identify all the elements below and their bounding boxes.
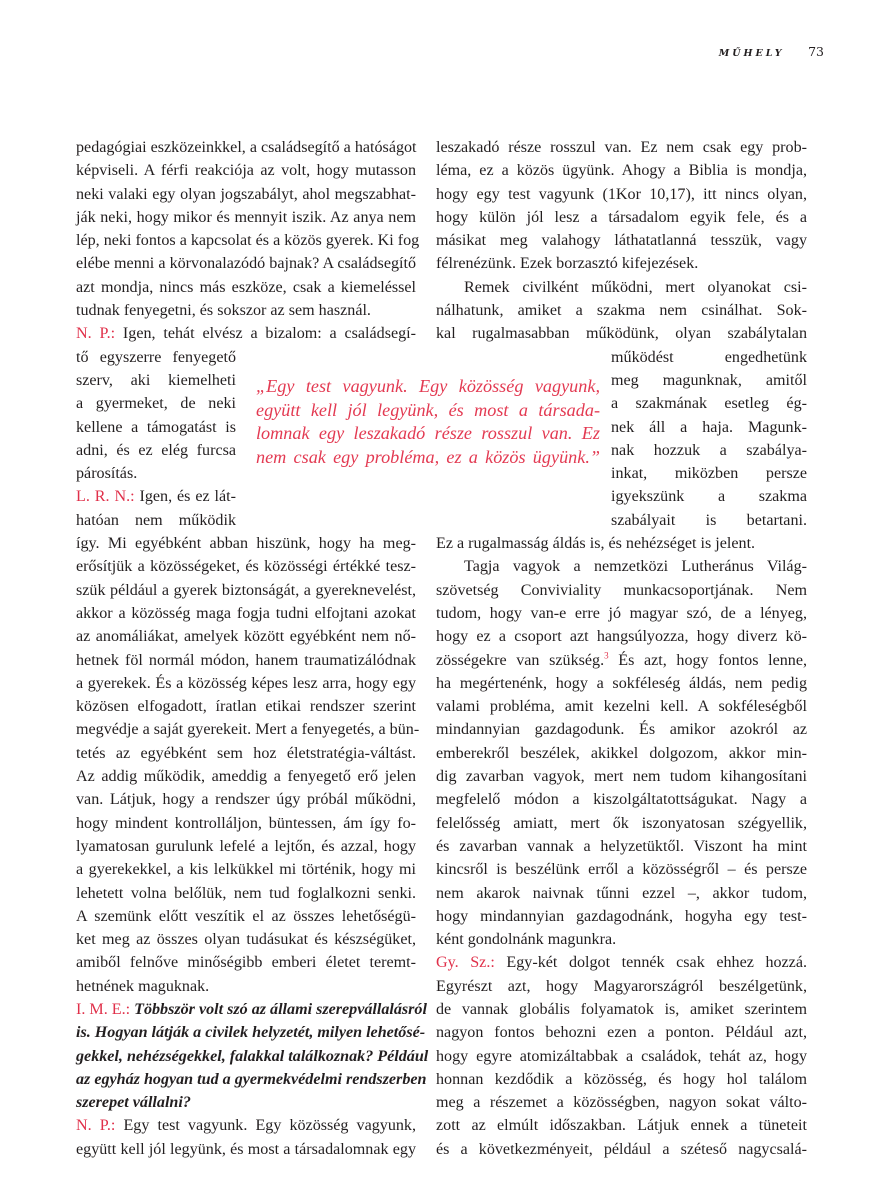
question-text: gekkel, nehézségekkel, falakkal találkoznak? Például [76,1047,429,1065]
text-run: Igen, tehát elvész a bizalom: a családsegí- [115,325,416,343]
text-line: ják neki, hogy mikor és mennyit iszik. Az anya nem [76,208,416,226]
text-line: lyamatosan gurulunk lefelé a lejtőn, és azzal, hogy [76,837,416,855]
text-line: Az addig működik, ameddig a fenyegető erő jelen [76,768,416,786]
text-line: kincsről is beszélünk erről a közösségről – és persze [436,861,807,879]
text-line: hogy egy test vagyunk (1Kor 10,17), itt nincs olyan, [436,185,807,203]
text-line: a gyerekekkel, a kis lelkükkel mi történik, hogy mi [76,861,416,879]
text-line: Ez a rugalmasság áldás is, és nehézséget is jelent. [436,535,756,553]
text-line: léma, ez a közös ügyünk. Ahogy a Biblia is mondja, [436,162,807,180]
text-line: az anomáliákat, amelyek között egyébként nem nő- [76,628,416,646]
text-line: másikat meg valahogy láthatatlanná tesszük, vagy [436,232,807,250]
text-run: És azt, hogy fontos lenne, [608,651,808,669]
paragraph-lrn [76,485,420,998]
running-head [719,44,824,59]
text-line: meg a részemet a közösségben, nagyon sokat válto- [436,1094,807,1112]
paragraph [436,136,807,276]
text-line: tetés az egyébként sem hoz életstratégia-váltást. [76,744,416,762]
text-line: zott az elmúlt időszakban. Látjuk ennek a tüneteit [436,1117,807,1135]
text-line: valami probléma, amit kezelni kell. A sokféleségből [436,698,807,716]
text-line: hetnek föl normál módon, hanem traumatizálódnak [76,651,416,669]
text-line: együtt kell jól legyünk, és most a társadalomnak egy [76,1140,416,1158]
text-line: hatóan nem működik [76,511,236,529]
section-title: MŰHELY [718,48,785,59]
text-line: tudom, hogy van-e erre jó magyar szó, de a lényeg, [436,604,807,622]
text-line: és a következményeit, például a széteső nagycsalá- [436,1140,807,1158]
text-line: nak hozzuk a szabálya- [611,441,807,459]
speaker-label: L. R. N.: [76,488,135,506]
text-line: a gyerekek. És a közösség képes lesz arra, hogy egy [76,674,416,692]
text-line: hogy mindent kontrolláljon, büntessen, ám így fo- [76,814,416,832]
speaker-label: Gy. Sz.: [436,954,495,972]
text-line: szövetség Conviviality munkacsoportjának. Nem [436,581,807,599]
text-line: leszakadó része rosszul van. Ez nem csak egy prob- [436,139,807,156]
text-line: Tagja vagyok a nemzetközi Lutheránus Világ- [464,558,807,576]
text-line: ként gondolnánk magunkra. [436,931,617,949]
text-line: ha megértenénk, hogy a sokféleség áldás, nem pedig [436,674,807,692]
text-line: képviseli. A férfi reakciója az volt, hogy mutasson [76,162,416,180]
paragraph [76,136,420,322]
text-run: zösségekre van szükség. [436,651,605,669]
quote-line: „Egy test vagyunk. Egy közösség vagyunk, [256,376,600,396]
text-line: Remek civilként működni, mert olyanokat csi- [464,278,807,296]
text-line: erősítjük a közösségeket, és közösségi értékké tesz- [76,558,416,576]
text-line: hetnének maguknak. [76,977,210,995]
page-number: 73 [808,44,824,59]
footnote-marker[interactable]: 3 [604,650,609,661]
text-run: Egy test vagyunk. Egy közösség vagyunk, [115,1117,416,1135]
text-line: párosítás. [76,465,138,483]
text-line: működést engedhetünk [611,348,807,366]
quote-line: együtt kell jól legyünk, és most a társada- [256,399,600,420]
text-line: megvédje a saját gyerekeit. Mert a fenyegetés, a bün- [76,721,420,739]
question-text: Többször volt szó az állami szerepvállalásról [130,1000,427,1018]
text-line: emberekről beszélek, akikkel dolgozom, akkor min- [436,744,807,762]
text-line: tudnak fenyegetni, és sokszor az sem használ. [76,302,371,320]
question-text: az egyház hogyan tud a gyermekvédelmi rendszerben [76,1070,427,1088]
text-line: kal rugalmasabban működünk, olyan szabálytalan [436,325,807,343]
text-line: hogy mindannyian gazdagodnánk, hogyha egy test- [436,907,807,925]
text-line: neki valaki egy olyan jogszabályt, ahol megszabhat- [76,185,416,203]
speaker-label: N. P.: [76,1117,116,1135]
text-line: nálhatunk, amiket a szakma nem csinálhat. Sok- [436,302,807,320]
quote-line: lomnak egy leszakadó része rosszul van. Ez [256,423,600,443]
text-line: nem akarok naivnak tűnni ezzel –, akkor tudom, [436,884,807,902]
text-line: hogy egyre atomizáltabbak a családok, tehát az, hogy [436,1047,807,1065]
text-line: lehetett volna belőlük, nem tud foglalkozni senki. [76,884,416,902]
question-text: is. Hogyan látják a civilek helyzetét, milyen lehetősé- [76,1024,426,1042]
text-line: kellene a támogatást is [76,418,236,436]
text-line: dig zavarban vagyok, mert nem tudom kihangosítani [436,768,807,786]
text-line: felelősség amiatt, mert ők iszonyatosan szégyellik, [436,814,807,832]
text-run: Igen, és ez lát- [134,488,236,506]
paragraph [436,276,807,556]
question-text: szerepet vállalni? [76,1094,191,1112]
text-line: inkat, miközben persze [611,465,807,483]
text-line: akkor a közösség maga fogja tudni elfojtani azokat [76,604,416,622]
text-line: igyekszünk a szakma [611,488,807,506]
text-line: adni, és ez elég furcsa [76,441,236,459]
speaker-label: N. P.: [76,325,116,343]
text-line: a gyermeket, de neki [76,395,236,413]
paragraph-np2 [76,1114,416,1161]
text-line: nagyon fontos behozni ezen a ponton. Például azt, [436,1024,807,1042]
quote-line: nem csak egy probléma, ez a közös ügyünk.” [256,446,600,467]
text-line: tő egyszerre fenyegető [76,348,236,366]
text-run: Egy-két dolgot tennék csak ehhez hozzá. [494,954,807,972]
text-line: honnan kezdődik a közösség, és hogy hol találom [436,1070,807,1088]
text-line: félrenézünk. Ezek borzasztó kifejezések. [436,255,699,273]
text-line: de vannak globális folyamatok is, amiket szerintem [436,1000,807,1018]
text-line: ket meg az összes olyan tudásukat és készségüket, [76,931,416,949]
text-line: meg magunknak, amitől [611,371,807,389]
text-line: így. Mi egyébként abban hiszünk, hogy ha meg- [76,535,416,553]
text-line: a szakmának esetleg ég- [611,395,807,413]
text-line: hogy külön jól lesz a társadalom egyik fele, és a [436,208,807,226]
paragraph [436,555,807,951]
right-column [436,136,807,1161]
text-line: megfelelő módon a kiszolgáltatottságukat. Nagy a [436,791,807,809]
text-line: szabályait is betartani. [611,511,807,529]
text-line: lép, neki fontos a kapcsolat és a közös gyerek. Ki fog [76,232,420,250]
text-line: amiből felnőve minőségibb emberi életet teremt- [76,954,416,972]
paragraph-question [76,998,429,1114]
text-line: szerv, aki kiemelheti [76,371,236,389]
text-line: mindannyian gazdagodunk. És amikor azokról az [436,721,807,739]
text-line: pedagógiai eszközeinkkel, a családsegítő a hatóságot [76,139,417,156]
text-line: és zavarban vannak a helyzetüktől. Viszont ha mint [436,837,807,855]
paragraph-gysz [436,951,807,1161]
text-line: szük például a gyerek biztonságát, a gyereknevelést, [76,581,416,599]
text-line: elébe menni a körvonalazódó bajnak? A családsegítő [76,255,416,273]
text-line: van. Látjuk, hogy a rendszer úgy próbál működni, [76,791,416,809]
text-line: Egyrészt azt, hogy Magyarországról beszélgetünk, [436,977,807,995]
text-line: nek áll a haja. Magunk- [611,418,807,436]
speaker-label: I. M. E.: [76,1000,131,1018]
text-line: hogy ez a csoport azt hangsúlyozza, hogy diverz kö- [436,628,807,646]
text-line: közösen elfogadott, íratlan etikai rendszer szerint [76,698,416,716]
text-line: azt mondja, nincs más eszköze, csak a kiemeléssel [76,278,416,296]
text-line: A szemünk előtt veszítik el az összes lehetőségü- [76,907,416,925]
